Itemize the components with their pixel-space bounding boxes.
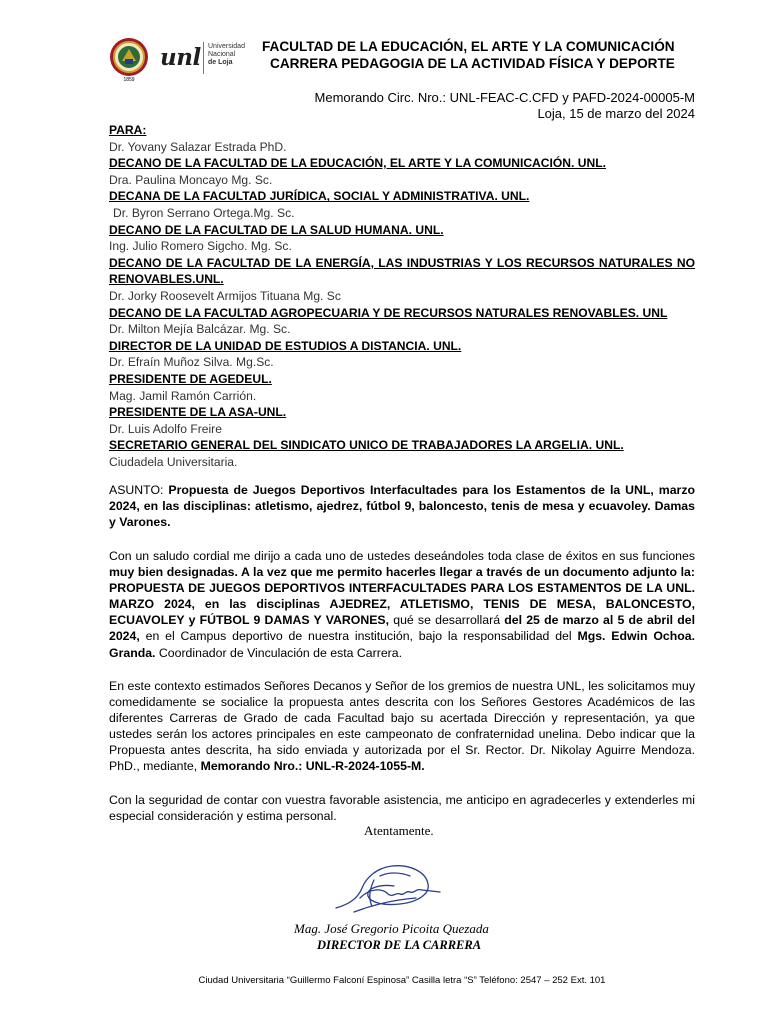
recipient-name: Dr. Jorky Roosevelt Armijos Tituana Mg. Sc [109, 288, 341, 303]
body-paragraph-1 [109, 548, 695, 661]
recipient-title: DECANO DE LA FACULTAD DE LA SALUD HUMANA. UNL. [109, 222, 444, 237]
memo-reference: Memorando Circ. Nro.: UNL-FEAC-C.CFD y PAFD-2024-00005-M [314, 90, 695, 105]
recipient-title: DECANA DE LA FACULTAD JURÍDICA, SOCIAL Y ADMINISTRATIVA. UNL. [109, 189, 530, 204]
recipient-title: DIRECTOR DE LA UNIDAD DE ESTUDIOS A DISTANCIA. UNL. [109, 338, 462, 353]
subject-text: Propuesta de Juegos Deportivos Interfacultades para los Estamentos de la UNL, marzo 2024, en las disciplinas: atletismo, ajedrez, fútbol 9, baloncesto, tenis de mesa y ecuavoley. Damas y Varones. [109, 483, 695, 530]
recipient-title: PRESIDENTE DE AGEDEUL. [109, 371, 272, 386]
recipient-location: Ciudadela Universitaria. [109, 454, 238, 469]
university-seal-logo [108, 37, 150, 83]
recipient-name: Dr. Milton Mejía Balcázar. Mg. Sc. [109, 322, 291, 337]
bold-run: Memorando Nro.: UNL-R-2024-1055-M. [200, 759, 425, 774]
recipient-name: Dra. Paulina Moncayo Mg. Sc. [109, 172, 273, 187]
university-name-logo [208, 43, 245, 67]
page-footer [0, 975, 768, 986]
recipients-heading: PARA: [109, 123, 147, 137]
recipient-name: Dr. Efraín Muñoz Silva. Mg.Sc. [109, 355, 274, 370]
subject-label: ASUNTO: [109, 483, 164, 497]
body-paragraph-3: Con la seguridad de contar con vuestra favorable asistencia, me anticipo en agradecerles y extenderles mi especial consideración y estima personal. [109, 793, 695, 824]
text-run: Con un saludo cordial me dirijo a cada uno de ustedes deseándoles toda clase de éxitos en sus funciones [109, 549, 695, 563]
body-paragraph-2 [109, 678, 695, 775]
subject-paragraph [109, 482, 695, 530]
faculty-heading: FACULTAD DE LA EDUCACIÓN, EL ARTE Y LA COMUNICACIÓN [262, 39, 675, 54]
text-run: En este contexto estimados Señores Decanos y Señor de los gremios de nuestra UNL, les solicitamos muy comedidamente se socialice la propuesta antes descrita con los Señores Gestores Académicos de las diferentes Carreras de Grado de cada Facultad bajo su acertada Dirección y representación, ya que ustedes serán los actores principales en este campeonato de confraternidad unelina. Debo indicar que la Propuesta antes descrita, ha sido enviada y autorizada por el Sr. Rector. Dr. Nikolay Aguirre Mendoza. PhD., mediante, [109, 679, 695, 774]
closing-salutation: Atentamente. [364, 823, 434, 838]
recipient-name: Dr. Yovany Salazar Estrada PhD. [109, 139, 287, 154]
signer-name: Mag. José Gregorio Picoita Quezada [294, 921, 489, 936]
text-run: qué se desarrollará [389, 613, 505, 628]
text-run: Coordinador de Vinculación de esta Carrera. [155, 645, 403, 660]
recipient-title: PRESIDENTE DE LA ASA-UNL. [109, 405, 287, 420]
signer-role: DIRECTOR DE LA CARRERA [317, 938, 482, 952]
recipient-name: Dr. Byron Serrano Ortega.Mg. Sc. [113, 205, 295, 220]
recipients-block [109, 122, 695, 470]
text-run: en el Campus deportivo de nuestra institución, bajo la responsabilidad del [139, 629, 578, 644]
footer-text: Ciudad Universitaria “Guillermo Falconí Espinosa” Casilla letra “S” Teléfono: 2547 – 252 Ext. 101 [198, 975, 606, 986]
logo-divider [203, 42, 204, 74]
recipient-title: DECANO DE LA FACULTAD AGROPECUARIA Y DE RECURSOS NATURALES RENOVABLES. UNL [109, 305, 668, 320]
bold-run: muy bien designadas. A la vez que me permito hacerles llegar a través de un documento adjunto la: PROPUESTA DE JUEGOS DEPORTIVOS INTERFACULTADES PARA LOS ESTAMENTOS DE LA UNL. MARZO 2024, en las disciplinas AJEDREZ, ATLETISMO, TENIS DE MESA, BALONCESTO, ECUAVOLEY y FÚTBOL 9 DAMAS Y VARONES, [109, 565, 695, 628]
bold-run: Mgs. Edwin Ochoa. Granda. [109, 629, 695, 660]
recipient-name: Dr. Luis Adolfo Freire [109, 421, 222, 436]
university-line: Universidad [208, 43, 245, 50]
bold-run: del 25 de marzo al 5 de abril del 2024, [109, 613, 695, 644]
recipient-title: SECRETARIO GENERAL DEL SINDICATO UNICO DE TRABAJADORES LA ARGELIA. UNL. [109, 438, 624, 453]
memo-date: Loja, 15 de marzo del 2024 [537, 106, 695, 121]
handwritten-signature [330, 858, 450, 920]
recipient-name: Mag. Jamil Ramón Carrión. [109, 388, 257, 403]
recipient-title: DECANO DE LA FACULTAD DE LA EDUCACIÓN, EL ARTE Y LA COMUNICACIÓN. UNL. [109, 156, 606, 171]
university-line: Nacional [208, 51, 236, 58]
career-heading: CARRERA PEDAGOGIA DE LA ACTIVIDAD FÍSICA Y DEPORTE [270, 56, 675, 71]
unl-logo-text: unl [160, 44, 201, 71]
university-line: de Loja [208, 59, 233, 66]
recipient-title: DECANO DE LA FACULTAD DE LA ENERGÍA, LAS INDUSTRIAS Y LOS RECURSOS NATURALES NO RENOVABLES.UNL. [109, 255, 695, 287]
seal-year: 1859 [123, 77, 135, 83]
recipient-name: Ing. Julio Romero Sigcho. Mg. Sc. [109, 239, 292, 254]
